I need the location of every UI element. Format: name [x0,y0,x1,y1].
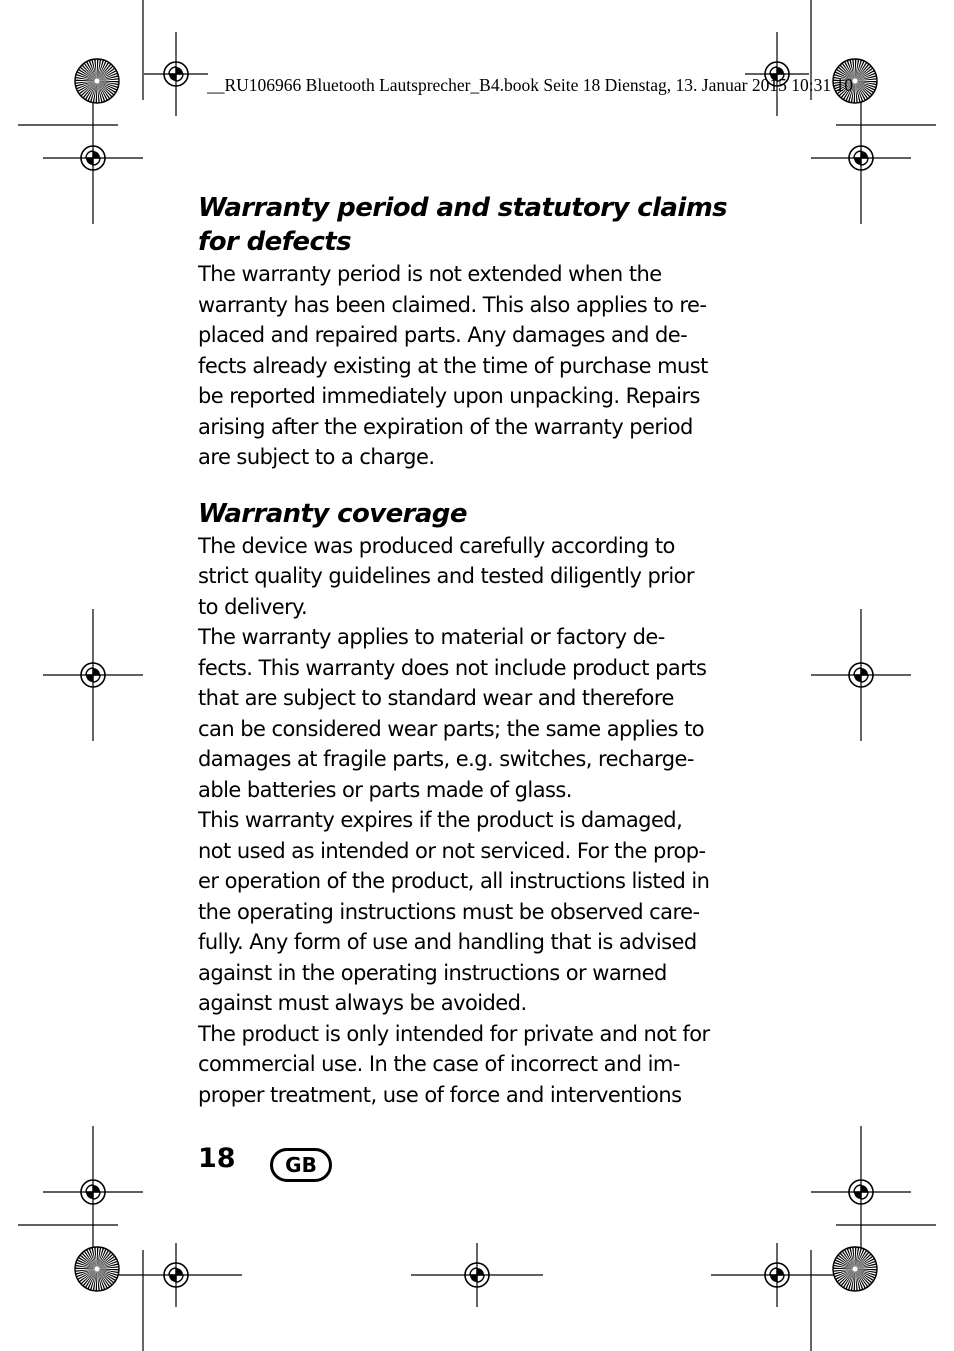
print-slug-header: __RU106966 Bluetooth Lautsprecher_B4.book Seite 18 Dienstag, 13. Januar 2015 10:31 10 [207,75,853,95]
registration-mark-icon [43,92,143,224]
text-line: can be considered wear parts; the same applies to [198,716,705,741]
starburst-target-icon [75,59,119,103]
section-heading [198,191,748,259]
registration-mark-icon [43,1126,143,1258]
paragraph [198,531,748,623]
text-line: damages at fragile parts, e.g. switches, recharge- [198,747,694,771]
registration-mark-icon [811,609,911,741]
registration-mark-icon [811,1126,911,1258]
paragraph [198,1019,748,1111]
paragraph [198,622,748,805]
text-line: the operating instructions must be observed care- [198,899,700,924]
heading-line: Warranty period and statutory claims [198,193,728,223]
registration-mark-icon [811,92,911,224]
language-badge: GB [270,1148,332,1182]
starburst-target-icon [833,1247,877,1291]
registration-mark-icon [711,1243,843,1307]
section-1 [198,191,748,473]
text-line: fects. This warranty does not include product parts [198,655,707,680]
text-line: not used as intended or not serviced. For the prop- [198,838,706,863]
starburst-target-icon [75,1247,119,1291]
paragraph [198,805,748,1019]
registration-mark-icon [411,1243,543,1307]
registration-mark-icon [43,609,143,741]
registration-mark-icon [144,32,208,116]
text-line: to delivery. [198,594,308,619]
text-line: against in the operating instructions or warned [198,960,667,985]
section-heading [198,497,748,531]
text-line: The warranty applies to material or factory de- [198,625,665,649]
text-line: The warranty period is not extended when the [198,262,662,286]
text-line: are subject to a charge. [198,445,435,469]
text-line: This warranty expires if the product is damaged, [198,808,683,832]
text-line: that are subject to standard wear and therefore [198,686,674,710]
text-line: commercial use. In the case of incorrect and im- [198,1052,680,1076]
text-line: placed and repaired parts. Any damages and de- [198,323,688,347]
text-line: strict quality guidelines and tested diligently prior [198,564,694,588]
text-line: fully. Any form of use and handling that is advised [198,930,697,954]
main-content [198,191,748,1110]
section-2 [198,497,748,1111]
text-line: warranty has been claimed. This also applies to re- [198,292,707,317]
text-line: against must always be avoided. [198,991,527,1015]
text-line: The device was produced carefully according to [198,533,675,558]
text-line: fects already existing at the time of purchase must [198,353,708,378]
text-line: be reported immediately upon unpacking. Repairs [198,384,700,408]
heading-line: Warranty coverage [198,498,467,529]
text-line: arising after the expiration of the warranty period [198,414,693,439]
text-line: er operation of the product, all instructions listed in [198,869,710,893]
heading-line: for defects [198,227,351,257]
page-number: 18 [198,1143,236,1174]
registration-mark-icon [110,1243,242,1307]
paragraph [198,259,748,473]
text-line: The product is only intended for private and not for [198,1021,710,1046]
text-line: proper treatment, use of force and interventions [198,1082,682,1107]
text-line: able batteries or parts made of glass. [198,777,572,802]
